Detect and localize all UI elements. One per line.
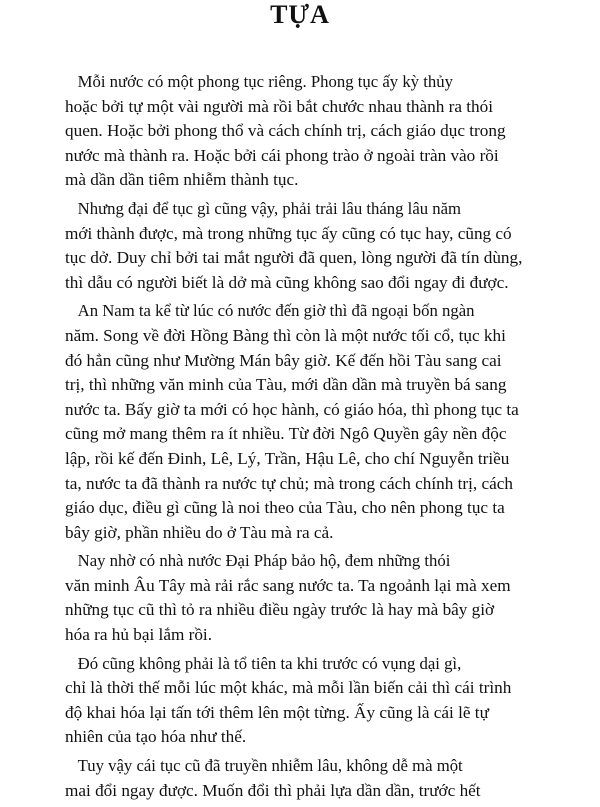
text-line: mai đổi ngay được. Muốn đổi thì phải lựa dần dần, trước hết [65,780,481,800]
text-line: bây giờ, phần nhiều do ở Tàu mà ra cả. [65,522,334,542]
text-line: Nay nhờ có nhà nước Đại Pháp bảo hộ, đem những thói [77,551,451,571]
text-line: thì dẫu có người biết là dở mà cũng không sao đổi ngay đi được. [65,272,509,292]
text-line: Mỗi nước có một phong tục riêng. Phong tục ấy kỳ thủy [77,72,453,91]
text-line: mới thành được, mà trong những tục ấy cũng có tục hay, cũng có [65,223,512,243]
text-line: hoặc bởi tự một vài người mà rồi bắt chước nhau thành ra thói [65,96,493,116]
text-line: quen. Hoặc bởi phong thổ và cách chính trị, cách giáo dục trong [65,121,506,141]
text-line: hóa ra hủ bại lắm rồi. [65,625,213,645]
page-title: TỰA [270,0,330,29]
paragraph [65,549,535,647]
text-line: ta, nước ta đã thành ra nước tự chủ; mà trong cách chính trị, cách [65,473,513,493]
text-line: mà dần dần tiêm nhiễm thành tục. [65,170,299,190]
text-line: nhiên của tạo hóa như thế. [65,727,247,747]
text-line: giáo dục, điều gì cũng là noi theo của Tàu, cho nên phong tục ta [65,498,505,518]
text-line: nước mà thành ra. Hoặc bởi cái phong trào ở ngoài tràn vào rồi [65,145,499,165]
text-line: trị, thì những văn minh của Tàu, mới dần dần mà truyền bá sang [65,375,507,395]
text-line: độ khai hóa lại tấn tới thêm lên một từng. Ấy cũng là cái lẽ tự [65,702,489,722]
text-line: cũng mở mang thêm ra ít nhiều. Từ đời Ngô Quyền gây nền độc [65,424,507,444]
text-line: chỉ là thời thế mỗi lúc một khác, mà mỗi lần biến cải thì cái trình [65,678,512,698]
paragraph [65,652,535,750]
paragraph [65,299,535,545]
text-line: văn minh Âu Tây mà rải rắc sang nước ta. Ta ngoảnh lại mà xem [65,575,511,595]
paragraph [65,754,535,803]
text-line: những tục cũ thì tỏ ra nhiều điều ngày trước là hay mà bây giờ [65,600,495,620]
text-line: Đó cũng không phải là tổ tiên ta khi trước có vụng dại gì, [77,653,462,673]
text-line: nước ta. Bấy giờ ta mới có học hành, có giáo hóa, thì phong tục ta [65,399,519,419]
text-line: Tuy vậy cái tục cũ đã truyền nhiễm lâu, không dễ mà một [77,756,463,776]
paragraph [65,70,535,193]
body-text [65,70,535,807]
paragraph [65,197,535,295]
text-line: năm. Song về đời Hồng Bàng thì còn là một nước tối cổ, tục khi [65,325,506,345]
text-line: An Nam ta kể từ lúc có nước đến giờ thì đã ngoại bốn ngàn [77,301,475,321]
text-line: đó hẳn cũng như Mường Mán bây giờ. Kế đến hồi Tàu sang cai [65,350,502,370]
text-line: lập, rồi kế đến Đinh, Lê, Lý, Trần, Hậu Lê, cho chí Nguyễn triều [65,448,510,468]
text-line: Nhưng đại để tục gì cũng vậy, phải trải lâu tháng lâu năm [77,198,462,218]
text-line: tục dở. Duy chỉ bởi tai mắt người đã quen, lòng người đã tín dùng, [65,248,523,268]
